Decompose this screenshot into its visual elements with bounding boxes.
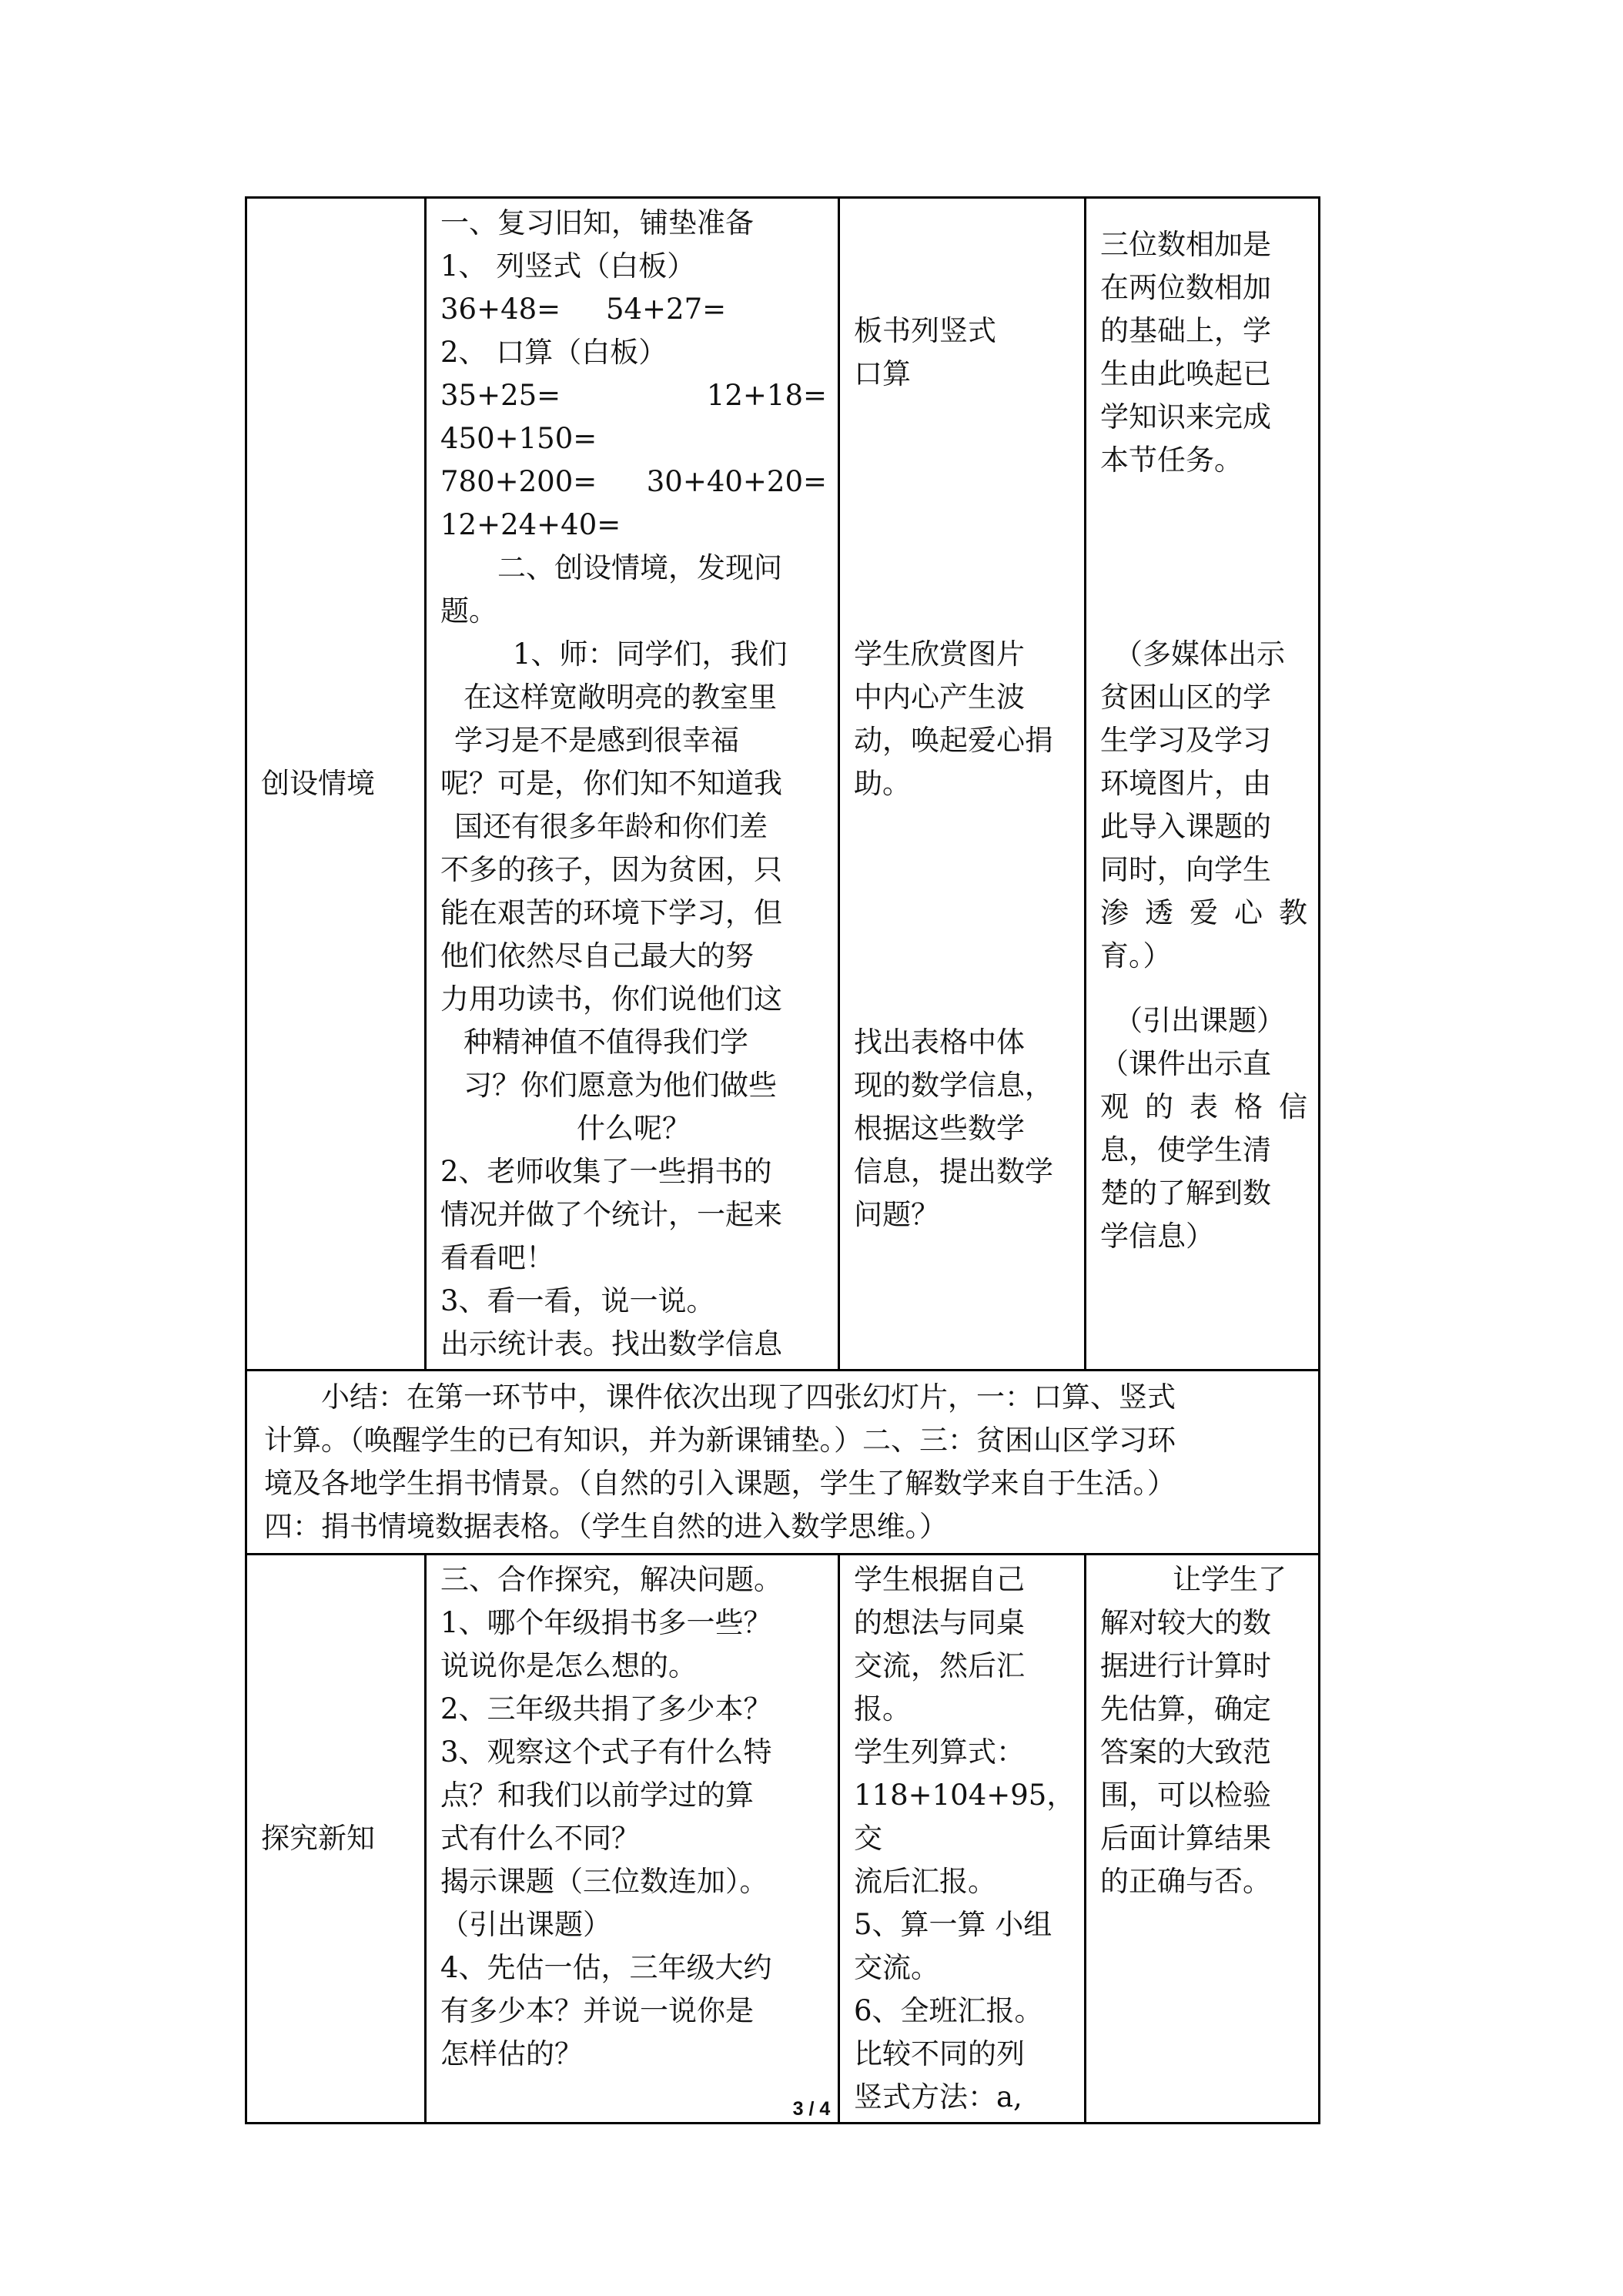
text-line: 3、观察这个式子有什么特 [440, 1735, 772, 1769]
text-line: 国还有很多年龄和你们差 [454, 810, 768, 843]
text-line: 点？和我们以前学过的算 [440, 1779, 754, 1812]
text-line: 2、老师收集了一些捐书的 [440, 1155, 772, 1188]
text-line: 他们依然尽自己最大的努 [440, 939, 754, 972]
text-line: 二、创设情境，发现问 [497, 551, 782, 584]
oral-calc-item: 12+24+40= [440, 508, 621, 541]
text-line: 3、看一看，说一说。 [440, 1284, 715, 1317]
text-line: 本节任务。 [1100, 443, 1243, 477]
text-line: 6、全班汇报。 [854, 1994, 1043, 2027]
text-line: 观的表格信 [1100, 1090, 1307, 1123]
text-line: 在这样宽敞明亮的教室里 [463, 681, 777, 714]
oral-calc-item: 780+200= [440, 465, 597, 498]
text-line: 学生列算式： [854, 1735, 1025, 1769]
text-line: （引出课题） [1114, 1004, 1285, 1037]
text-line: 找出表格中体 [854, 1026, 1025, 1059]
text-line: 楚的了解到数 [1100, 1176, 1271, 1210]
text-line: （课件出示直 [1100, 1047, 1271, 1080]
text-line: 1、 列竖式（白板） [440, 249, 696, 283]
text-line: 一、复习旧知，铺垫准备 [440, 206, 754, 239]
text-line: 渗透爱心教 [1100, 896, 1307, 929]
text-line: 学信息） [1100, 1220, 1214, 1253]
text-line: 根据这些数学 [854, 1112, 1025, 1145]
text-line: 36+48= 54+27= [440, 293, 727, 326]
text-line: 习？你们愿意为他们做些 [463, 1069, 777, 1102]
text-line: 的基础上，学 [1100, 314, 1271, 347]
student-activity-cell [839, 198, 1086, 1371]
text-line: 动，唤起爱心捐 [854, 724, 1053, 757]
table-row [246, 198, 1320, 1371]
stage-cell [246, 1555, 426, 2124]
text-line: 同时，向学生 [1100, 853, 1271, 886]
table-row [246, 1371, 1320, 1555]
text-line: 1、哪个年级捐书多一些？ [440, 1606, 772, 1639]
oral-calc-item: 12+18= [706, 379, 827, 412]
oral-calc-item: 35+25= [440, 379, 561, 412]
text-line: 三、合作探究，解决问题。 [440, 1563, 782, 1596]
table-row [246, 1555, 1320, 2124]
text-line: 现的数学信息， [854, 1069, 1053, 1102]
text-line: 交流。 [854, 1951, 939, 1984]
stage-label: 创设情境 [261, 767, 375, 800]
text-line: 生由此唤起已 [1100, 357, 1271, 390]
text-line: 生学习及学习 [1100, 724, 1271, 757]
text-line: 比较不同的列 [854, 2037, 1025, 2070]
text-line: 能在艰苦的环境下学习，但 [440, 896, 782, 929]
text-line: 中内心产生波 [854, 681, 1025, 714]
summary-line: 境及各地学生捐书情景。（自然的引入课题，学生了解数学来自于生活。） [264, 1467, 1176, 1500]
summary-line: 计算。（唤醒学生的已有知识，并为新课铺垫。）二、三：贫困山区学习环 [264, 1424, 1176, 1457]
text-line: 息，使学生清 [1100, 1133, 1271, 1166]
summary-line: 四：捐书情境数据表格。（学生自然的进入数学思维。） [264, 1510, 948, 1543]
text-line: 三位数相加是 [1100, 228, 1271, 261]
student-activity-cell [839, 1555, 1086, 2124]
text-line: 环境图片，由 [1100, 767, 1271, 800]
text-line: 助。 [854, 767, 911, 800]
oral-calc-line [440, 460, 827, 504]
text-line: 据进行计算时 [1100, 1649, 1271, 1682]
text-line: 的正确与否。 [1100, 1865, 1271, 1898]
text-line: 看看吧！ [440, 1241, 554, 1274]
text-line: 在两位数相加 [1100, 271, 1271, 304]
text-line: 揭示课题（三位数连加）。 [440, 1865, 768, 1898]
text-line: 解对较大的数 [1100, 1606, 1271, 1639]
summary-cell [246, 1371, 1320, 1555]
text-line: 贫困山区的学 [1100, 681, 1271, 714]
text-line: 4、先估一估，三年级大约 [440, 1951, 772, 1984]
oral-calc-line [440, 417, 827, 460]
text-line: 2、三年级共捐了多少本？ [440, 1692, 772, 1725]
text-line: 板书列竖式 [854, 314, 996, 347]
text-line: 2、 口算（白板） [440, 336, 668, 369]
text-line: 1、师：同学们，我们 [513, 638, 788, 671]
text-line: 此导入课题的 [1100, 810, 1271, 843]
text-line: 5、算一算 小组 [854, 1908, 1052, 1941]
text-line: 让学生了 [1173, 1563, 1287, 1596]
text-line: 力用功读书，你们说他们这 [440, 982, 782, 1016]
text-line: 先估算，确定 [1100, 1692, 1271, 1725]
oral-calc-item: 30+40+20= [646, 465, 827, 498]
teaching-process-cell [426, 198, 839, 1371]
text-line: 育。） [1100, 939, 1172, 972]
text-line: 学习是不是感到很幸福 [454, 724, 739, 757]
lesson-plan-table [245, 196, 1320, 2124]
text-line: 118+104+95，交 [854, 1779, 1076, 1855]
text-line: 怎样估的？ [440, 2037, 583, 2070]
text-line: 式有什么不同？ [440, 1822, 640, 1855]
design-intent-cell [1086, 198, 1320, 1371]
stage-cell [246, 198, 426, 1371]
text-line: 题。 [440, 594, 497, 628]
summary-line: 小结：在第一环节中，课件依次出现了四张幻灯片，一：口算、竖式 [321, 1381, 1176, 1414]
text-line: 呢？可是，你们知不知道我 [440, 767, 782, 800]
text-line: 种精神值不值得我们学 [463, 1026, 748, 1059]
page-number: 3 / 4 [792, 2098, 831, 2120]
text-line: 的想法与同桌 [854, 1606, 1025, 1639]
text-line: 后面计算结果 [1100, 1822, 1271, 1855]
text-line: 情况并做了个统计，一起来 [440, 1198, 782, 1231]
stage-label: 探究新知 [261, 1822, 375, 1855]
text-line: 学知识来完成 [1100, 400, 1271, 433]
text-line: 学生欣赏图片 [854, 638, 1025, 671]
text-line: 问题？ [854, 1198, 939, 1231]
text-line: 报。 [854, 1692, 911, 1725]
text-line: 竖式方法：a, [854, 2080, 1022, 2114]
text-line: 有多少本？并说一说你是 [440, 1994, 754, 2027]
text-line: 流后汇报。 [854, 1865, 996, 1898]
text-line: 学生根据自己 [854, 1563, 1025, 1596]
text-line: 什么呢？ [577, 1112, 691, 1145]
text-line: 交流，然后汇 [854, 1649, 1025, 1682]
design-intent-cell [1086, 1555, 1320, 2124]
text-line: （多媒体出示 [1114, 638, 1285, 671]
oral-calc-line [440, 374, 827, 417]
oral-calc-line [440, 504, 827, 547]
text-line: 说说你是怎么想的。 [440, 1649, 697, 1682]
text-line: 答案的大致范 [1100, 1735, 1271, 1769]
text-line: 围，可以检验 [1100, 1779, 1271, 1812]
oral-calc-item: 450+150= [440, 422, 597, 455]
text-line: 口算 [854, 357, 911, 390]
text-line: （引出课题） [440, 1908, 611, 1941]
text-line: 不多的孩子，因为贫困，只 [440, 853, 782, 886]
teaching-process-cell [426, 1555, 839, 2124]
text-line: 出示统计表。找出数学信息 [440, 1327, 782, 1361]
text-line: 信息，提出数学 [854, 1155, 1053, 1188]
